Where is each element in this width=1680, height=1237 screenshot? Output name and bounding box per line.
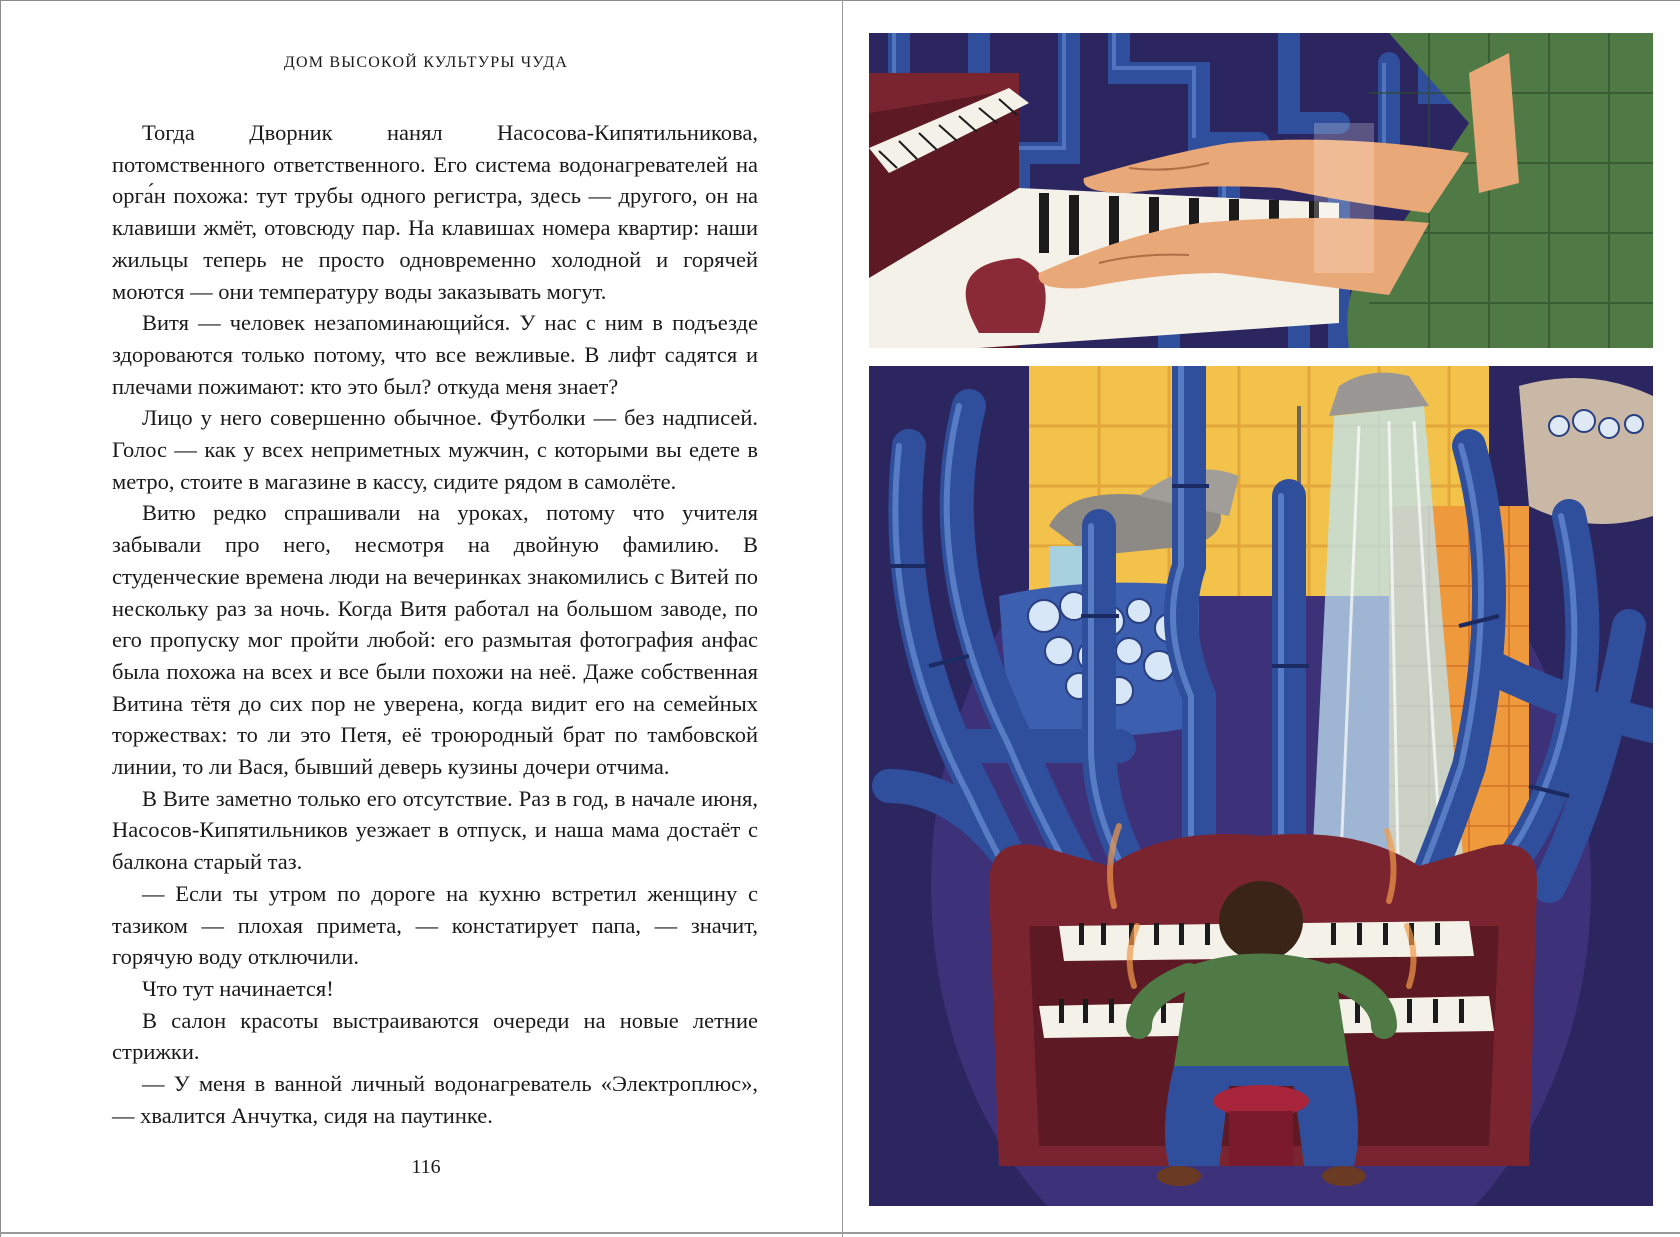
paragraph: Тогда Дворник нанял Насосова-Кипятильникова, потомственного ответственного. Его система водонагревателей на орга́н похожа: тут трубы одного регистра, здесь — другого, он на клавиши жмёт, отовсюду пар. На клавишах номера квартир: наши жильцы теперь не просто одновременно холодной и горячей моются — они температуру воды заказывать могут. (112, 120, 758, 304)
paragraph: В Вите заметно только его отсутствие. Раз в год, в начале июня, Насосов-Кипятильников уезжает в отпуск, и наша мама достаёт с балкона старый таз. (112, 785, 758, 875)
paragraph: В салон красоты выстраиваются очереди на новые летние стрижки. (112, 1007, 758, 1065)
right-page (843, 0, 1680, 1232)
page-edge-bottom (0, 1232, 1680, 1234)
paragraph: Витя — человек незапоминающийся. У нас с ним в подъезде здороваются только потому, что все вежливые. В лифт садятся и плечами пожимают: кто это был? откуда меня знает? (112, 310, 758, 399)
paragraph: Что тут начинается! (142, 975, 334, 1001)
illustration-bottom-panel (869, 366, 1653, 1206)
organ-bathroom-illustration (869, 366, 1653, 1206)
illustration-top-panel (869, 33, 1653, 348)
paragraph: Витю редко спрашивали на уроках, потому что учителя забывали про него, несмотря на двойную фамилию. В студенческие времена люди на вечеринках знакомились с Витей по нескольку раз за ночь. Когда Витя работал на большом заводе, по его пропуску мог пройти любой: его размытая фотография анфас была похожа на всех и все были похожи на неё. Даже собственная Витина тётя до сих пор не уверена, когда видит его на семейных торжествах: то ли это Петя, её троюродный брат по тамбовской линии, то ли Вася, бывший деверь кузины дочери отчима. (112, 500, 758, 780)
paragraph: — Если ты утром по дороге на кухню встретил женщину с тазиком — плохая примета, — констатирует папа, — значит, горячую воду отключили. (112, 880, 758, 970)
page-number: 116 (411, 1156, 441, 1178)
paragraph: — У меня в ванной личный водонагреватель «Электроплюс», — хвалится Анчутка, сидя на паутинке. (112, 1071, 758, 1128)
paragraph: Лицо у него совершенно обычное. Футболки — без надписей. Голос — как у всех неприметных мужчин, с которыми вы едете в метро, стоите в магазине в кассу, сидите рядом в самолёте. (112, 405, 758, 494)
body-text (112, 117, 758, 1132)
piano-hands-illustration (869, 33, 1653, 348)
running-head: ДОМ ВЫСОКОЙ КУЛЬТУРЫ ЧУДА (283, 54, 569, 71)
left-page (0, 0, 842, 1232)
